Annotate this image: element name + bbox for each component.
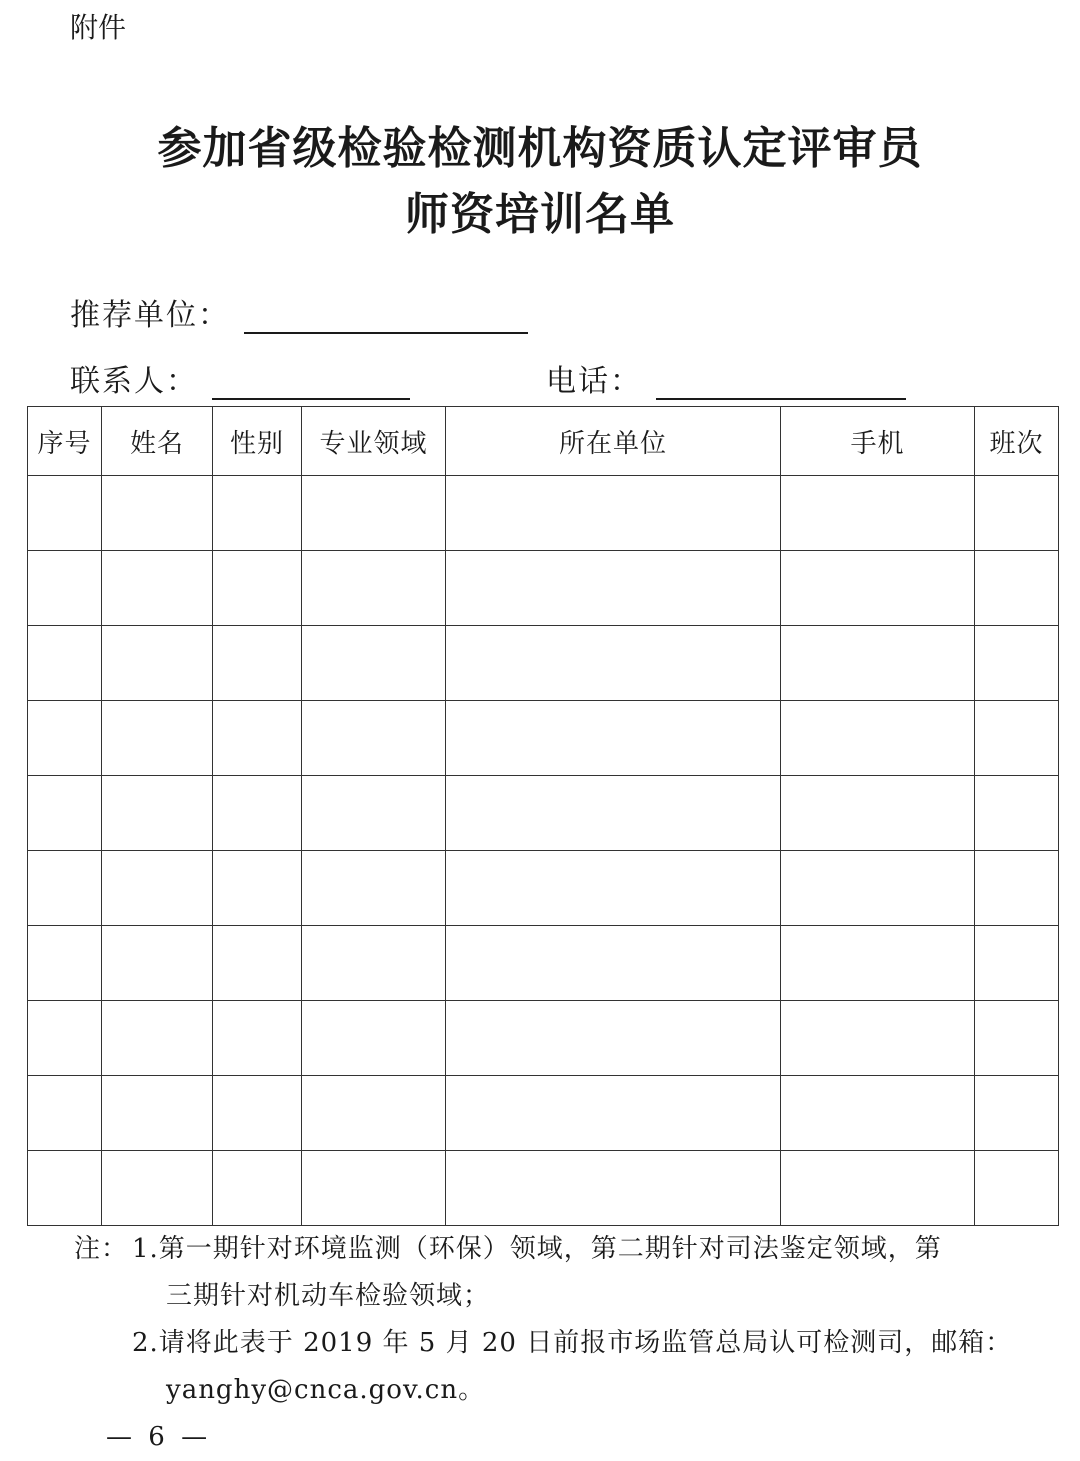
document-title-line1: 参加省级检验检测机构资质认定评审员 (157, 123, 923, 174)
table-cell[interactable] (781, 851, 975, 926)
phone-blank[interactable] (656, 368, 906, 400)
table-cell[interactable] (781, 626, 975, 701)
document-title-line2: 师资培训名单 (405, 189, 675, 240)
table-cell[interactable] (975, 1001, 1059, 1076)
table-cell[interactable] (781, 551, 975, 626)
table-header-row (28, 407, 1059, 476)
table-row (28, 701, 1059, 776)
table-cell[interactable] (302, 1076, 446, 1151)
table-cell[interactable] (781, 1001, 975, 1076)
table-cell[interactable] (28, 551, 102, 626)
table-cell[interactable] (213, 851, 302, 926)
table-cell[interactable] (28, 1151, 102, 1226)
notes-section (74, 1226, 1034, 1414)
table-row (28, 1001, 1059, 1076)
table-cell[interactable] (781, 476, 975, 551)
table-row (28, 1076, 1059, 1151)
table-cell[interactable] (102, 701, 213, 776)
note-item-2-line-2: yanghy@cnca.gov.cn。 (166, 1375, 486, 1405)
attachment-label: 附件 (70, 11, 127, 44)
table-cell[interactable] (213, 776, 302, 851)
table-cell[interactable] (446, 926, 781, 1001)
table-cell[interactable] (975, 626, 1059, 701)
table-cell[interactable] (975, 476, 1059, 551)
table-cell[interactable] (213, 626, 302, 701)
table-cell[interactable] (102, 1001, 213, 1076)
table-cell[interactable] (102, 551, 213, 626)
page-number: — 6 — (106, 1422, 212, 1452)
table-cell[interactable] (28, 851, 102, 926)
column-header-gender: 性别 (213, 407, 302, 476)
column-header-field: 专业领域 (302, 407, 446, 476)
table-cell[interactable] (975, 551, 1059, 626)
phone-field[interactable] (546, 356, 906, 400)
table-cell[interactable] (102, 626, 213, 701)
table-cell[interactable] (213, 1076, 302, 1151)
table-cell[interactable] (975, 701, 1059, 776)
table-cell[interactable] (446, 851, 781, 926)
table-cell[interactable] (213, 926, 302, 1001)
table-cell[interactable] (102, 1151, 213, 1226)
table-cell[interactable] (213, 476, 302, 551)
table-cell[interactable] (213, 701, 302, 776)
table-cell[interactable] (28, 701, 102, 776)
table-cell[interactable] (213, 1001, 302, 1076)
table-cell[interactable] (446, 1001, 781, 1076)
table-cell[interactable] (213, 1151, 302, 1226)
table-cell[interactable] (102, 776, 213, 851)
table-cell[interactable] (28, 776, 102, 851)
table-cell[interactable] (28, 926, 102, 1001)
table-cell[interactable] (28, 476, 102, 551)
contact-person-field[interactable] (70, 356, 410, 400)
table-cell[interactable] (302, 926, 446, 1001)
column-header-class: 班次 (975, 407, 1059, 476)
table-row (28, 551, 1059, 626)
table-cell[interactable] (781, 926, 975, 1001)
table-cell[interactable] (781, 1151, 975, 1226)
table-cell[interactable] (302, 701, 446, 776)
note-item-1-line-1: 1.第一期针对环境监测（环保）领域，第二期针对司法鉴定领域，第 (132, 1234, 942, 1264)
table-cell[interactable] (302, 626, 446, 701)
table-cell[interactable] (446, 551, 781, 626)
table-cell[interactable] (302, 551, 446, 626)
table-cell[interactable] (213, 551, 302, 626)
table-cell[interactable] (302, 1001, 446, 1076)
table-cell[interactable] (446, 776, 781, 851)
table-cell[interactable] (781, 776, 975, 851)
table-cell[interactable] (975, 926, 1059, 1001)
table-cell[interactable] (781, 1076, 975, 1151)
table-cell[interactable] (781, 701, 975, 776)
recommending-unit-blank[interactable] (244, 302, 528, 334)
column-header-mobile: 手机 (781, 407, 975, 476)
table-cell[interactable] (975, 1076, 1059, 1151)
table-row (28, 926, 1059, 1001)
table-cell[interactable] (302, 1151, 446, 1226)
table-cell[interactable] (302, 776, 446, 851)
column-header-serial: 序号 (28, 407, 102, 476)
table-row (28, 776, 1059, 851)
table-cell[interactable] (28, 1076, 102, 1151)
notes-prefix: 注： (74, 1234, 129, 1264)
contact-person-label: 联系人： (70, 364, 198, 399)
table-cell[interactable] (102, 1076, 213, 1151)
table-cell[interactable] (975, 1151, 1059, 1226)
table-cell[interactable] (446, 1076, 781, 1151)
trainee-roster-table (27, 406, 1059, 1226)
table-row (28, 1151, 1059, 1226)
column-header-unit: 所在单位 (446, 407, 781, 476)
recommending-unit-field[interactable] (70, 290, 528, 334)
note-item-1-line-2: 三期针对机动车检验领域； (166, 1281, 491, 1311)
table-cell[interactable] (446, 701, 781, 776)
recommending-unit-label: 推荐单位： (70, 298, 230, 333)
table-cell[interactable] (302, 476, 446, 551)
table-cell[interactable] (975, 851, 1059, 926)
table-cell[interactable] (102, 851, 213, 926)
note-item-2-line-1: 2.请将此表于 2019 年 5 月 20 日前报市场监管总局认可检测司，邮箱： (132, 1328, 1013, 1358)
contact-person-blank[interactable] (212, 368, 410, 400)
table-cell[interactable] (446, 626, 781, 701)
table-cell[interactable] (102, 926, 213, 1001)
table-cell[interactable] (446, 1151, 781, 1226)
table-cell[interactable] (102, 476, 213, 551)
table-row (28, 476, 1059, 551)
phone-label: 电话： (546, 364, 642, 399)
column-header-name: 姓名 (102, 407, 213, 476)
table-row (28, 626, 1059, 701)
table-cell[interactable] (28, 1001, 102, 1076)
table-cell[interactable] (28, 626, 102, 701)
table-cell[interactable] (975, 776, 1059, 851)
table-cell[interactable] (446, 476, 781, 551)
table-cell[interactable] (302, 851, 446, 926)
table-row (28, 851, 1059, 926)
